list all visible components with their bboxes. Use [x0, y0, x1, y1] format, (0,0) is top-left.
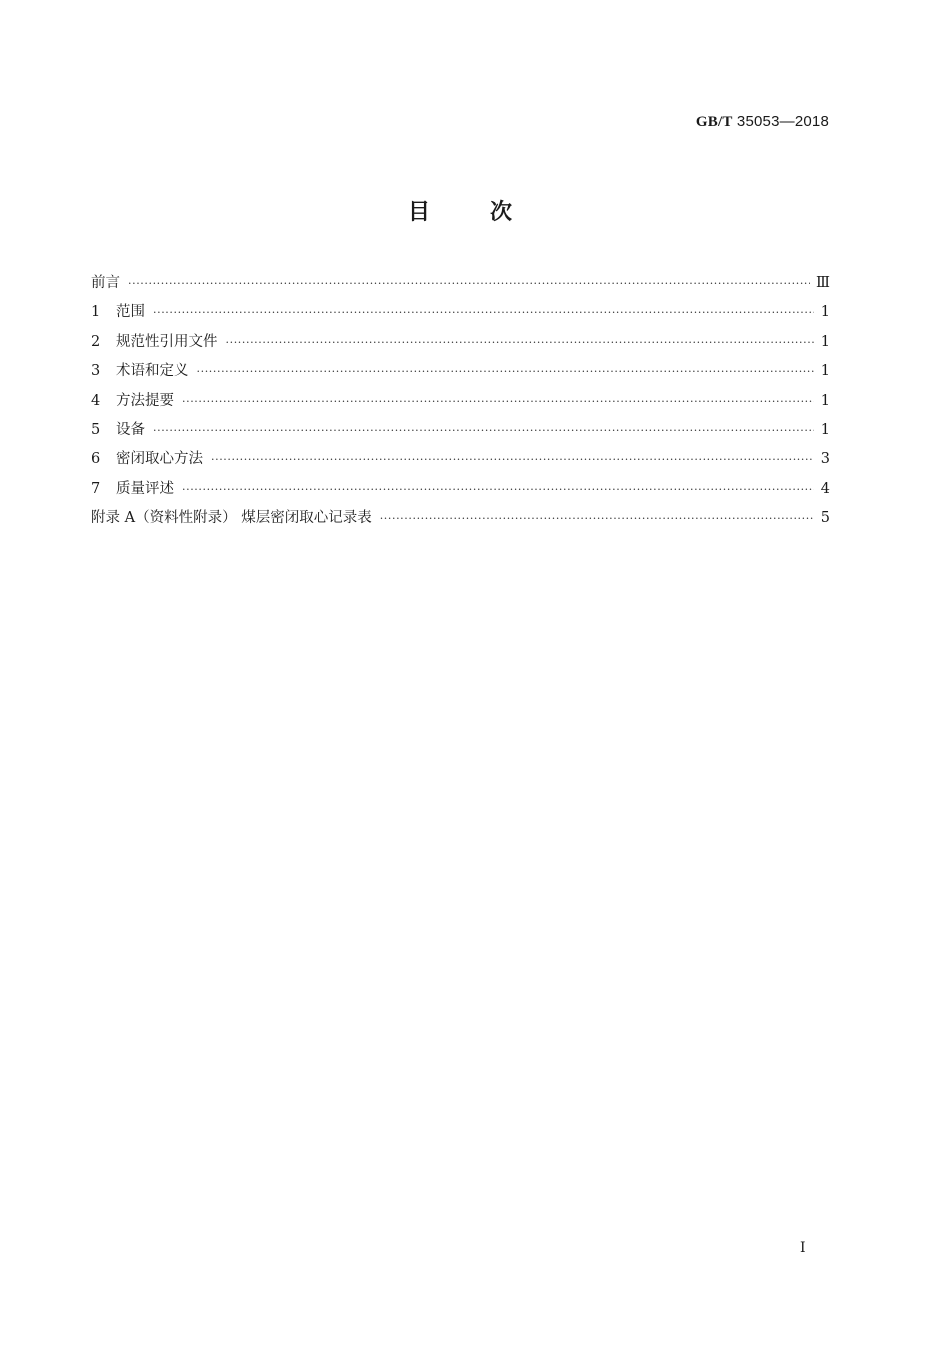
toc-entry-page: 1: [820, 333, 830, 350]
toc-entry-label: 密闭取心方法: [116, 451, 203, 468]
toc-leader-dots: [128, 274, 810, 294]
toc-entry-page: 1: [820, 304, 830, 321]
toc-entry-number: 2: [91, 333, 101, 350]
toc-entry-label: 质量评述: [116, 480, 174, 497]
page-title: 目次: [407, 200, 572, 225]
toc-leader-dots: [153, 303, 814, 323]
toc-entry-page: 3: [820, 451, 830, 468]
toc-leader-dots: [182, 392, 814, 412]
page-number: I: [800, 1240, 806, 1256]
toc-entry-foreword[interactable]: [91, 273, 830, 302]
toc-entry-label: 设备: [116, 421, 145, 438]
toc-entry-page: Ⅲ: [816, 275, 830, 291]
toc-entry-label: 方法提要: [116, 392, 174, 409]
toc-entry-label: 前言: [91, 275, 120, 291]
toc-entry-number: 3: [91, 363, 101, 380]
toc-entry-scope[interactable]: [91, 302, 830, 331]
toc-leader-dots: [153, 421, 814, 441]
toc-leader-dots: [182, 480, 814, 500]
toc-entry-page: 1: [820, 363, 830, 380]
toc-entry-method-summary[interactable]: [91, 391, 830, 420]
toc-leader-dots: [197, 362, 815, 382]
table-of-contents: [91, 273, 830, 538]
toc-entry-sealed-coring-method[interactable]: [91, 449, 830, 478]
standard-number: 35053—2018: [736, 113, 829, 130]
standard-prefix: GB/T: [695, 114, 733, 130]
toc-leader-dots: [380, 509, 814, 529]
toc-entry-number: 4: [91, 392, 101, 409]
toc-entry-page: 1: [820, 421, 830, 438]
standard-code: [696, 113, 829, 131]
toc-entry-number: 5: [91, 421, 101, 438]
toc-entry-label: 术语和定义: [116, 363, 189, 380]
toc-entry-page: 5: [820, 510, 830, 527]
toc-entry-appendix-a[interactable]: [91, 508, 830, 537]
toc-entry-label: 范围: [116, 304, 145, 321]
toc-entry-page: 4: [820, 480, 830, 497]
toc-entry-page: 1: [820, 392, 830, 409]
toc-entry-terms-definitions[interactable]: [91, 361, 830, 390]
toc-leader-dots: [226, 333, 815, 353]
toc-entry-label: 规范性引用文件: [116, 333, 218, 350]
toc-leader-dots: [211, 450, 814, 470]
toc-entry-equipment[interactable]: [91, 420, 830, 449]
toc-entry-number: 7: [91, 480, 101, 497]
toc-entry-label: 附录 A（资料性附录） 煤层密闭取心记录表: [91, 510, 372, 527]
toc-entry-quality-assessment[interactable]: [91, 479, 830, 508]
toc-entry-number: 6: [91, 451, 101, 468]
toc-entry-normative-references[interactable]: [91, 332, 830, 361]
toc-entry-number: 1: [91, 304, 101, 321]
